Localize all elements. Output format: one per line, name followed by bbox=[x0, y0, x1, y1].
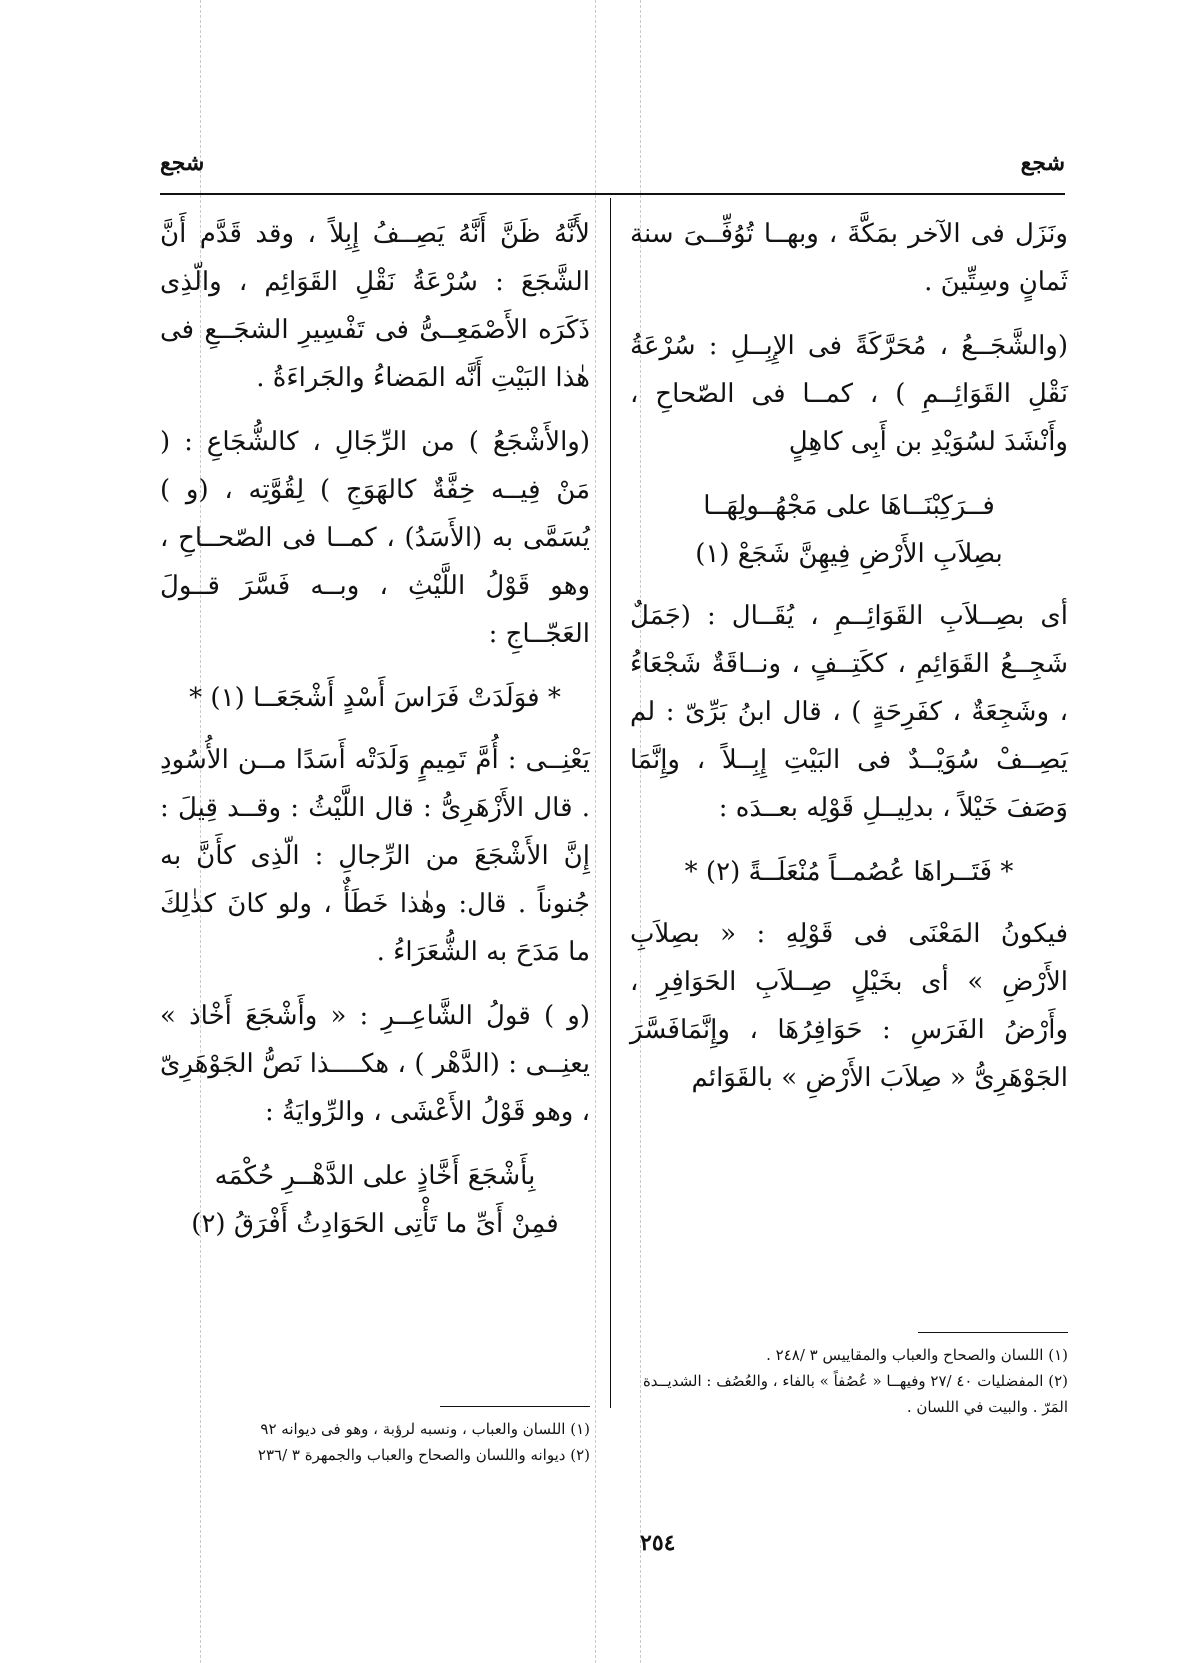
verse-line: بِأَشْجَعَ أَخَّاذٍ على الدَّهْــرِ حُكْمَه bbox=[214, 1161, 536, 1191]
paragraph: ونَزَل فى الآخر بمَكَّةَ ، وبهــا تُوُفِّــىَ سنة ثَمانٍ وسِتِّينَ . bbox=[630, 219, 1068, 297]
column-divider bbox=[610, 198, 611, 1408]
page-header bbox=[160, 150, 1065, 190]
paragraph: (والشَّجَــعُ ، مُحَرَّكَةً فى الإِبِــلِ : سُرْعَةُ نَقْلِ القَوَائِــمِ ) ، كمــا فى الصّحاحِ ، وأَنْشَدَ لسُوَيْدِ بن أَبِى كاهِلٍ bbox=[630, 331, 1068, 457]
footnote: (٢) المفضليات ٤٠ /٢٧ وفيهــا « عُصُفاً » بالفاء ، والعُصُف : الشديــدة المَرّ . والبيت في اللسان . bbox=[642, 1372, 1068, 1416]
footnote-rule-left bbox=[440, 1406, 590, 1407]
footnote: (١) اللسان والعباب ، ونسبه لرؤبة ، وهو فى ديوانه ٩٢ bbox=[260, 1420, 590, 1438]
paragraph: أى بصِــلاَبِ القَوَائِــمِ ، يُقَــال : (جَمَلٌ شَجِــعُ القَوَائِمِ ، ككَتِــفٍ ، ونــاقَةٌ شَجْعَاءُ ، وشَجِعَةٌ ، كفَرِحَةٍ ) ، قال ابنُ بَرِّىّ : لم يَصِــفْ سُوَيْــدٌ فى البَيْتِ إِبِــلاً ، وإِنَّمَا وَصَفَ خَيْلاً ، بدلِيــلِ قَوْلِه بعــدَه : bbox=[630, 601, 1068, 823]
verse-line: فــرَكِبْنَــاهَا على مَجْهُــولِهَــا bbox=[703, 491, 995, 521]
verse-half: * فوَلَدَتْ فَرَاسَ أَسْدٍ أَشْجَعَــا (١) * bbox=[189, 683, 561, 713]
footnotes-right bbox=[630, 1342, 1068, 1420]
footnotes-left bbox=[160, 1416, 590, 1468]
footnote: (٢) ديوانه واللسان والصحاح والعباب والجمهرة ٣ /٢٣٦ bbox=[257, 1446, 590, 1464]
paragraph: (و ) قولُ الشَّاعِــرِ : « وأَشْجَعَ أَخْاذ » يعنِــى : (الدَّهْر ) ، هكــــذا نَصُّ الجَوْهَرِىّ ، وهو قَوْلُ الأَعْشَى ، والرِّوايَةُ : bbox=[160, 1001, 590, 1127]
verse bbox=[630, 482, 1068, 578]
left-column bbox=[160, 210, 590, 1262]
verse-line: بصِلاَبِ الأَرْضِ فِيهِنَّ شَجَعْ (١) bbox=[695, 539, 1003, 569]
footnote: (١) اللسان والصحاح والعباب والمقاييس ٣ /٢٤٨ . bbox=[766, 1346, 1068, 1364]
paragraph: (والأَشْجَعُ ) من الرِّجَالِ ، كالشُّجَاعِ : ( مَنْ فِيــه خِفَّةٌ كالهَوَجِ ) لِقُوَّتِه ، (و ) يُسَمَّى به (الأَسَدُ) ، كمــا فى الصّحــاحِ ، وهو قَوْلُ اللَّيْثِ ، وبــه فَسَّرَ قــولَ العَجّــاجِ : bbox=[160, 427, 590, 649]
headword-right: شجع bbox=[1020, 150, 1065, 176]
paragraph: فيكونُ المَعْنَى فى قَوْلِهِ : « بصِلاَبِ الأَرْضِ » أى بخَيْلٍ صِــلاَبِ الحَوَافِرِ ، وأَرْضُ الفَرَسِ : حَوَافِرُهَا ، وإِنَّمَافَسَّرَ الجَوْهَرِىُّ « صِلاَبَ الأَرْضِ » بالقَوَائم bbox=[630, 919, 1068, 1093]
right-column bbox=[630, 210, 1068, 1118]
page-number: ٢٥٤ bbox=[640, 1530, 676, 1556]
verse bbox=[160, 1152, 590, 1248]
footnote-rule-right bbox=[918, 1332, 1068, 1333]
header-rule bbox=[160, 193, 1065, 195]
verse-line: فمِنْ أَىِّ ما تَأْتِى الحَوَادِثُ أَفْرَقُ (٢) bbox=[191, 1209, 559, 1239]
scan-guide-line bbox=[595, 0, 596, 1663]
headword-left: شجع bbox=[160, 150, 205, 176]
verse-half: * فَتَــراهَا عُصُمــاً مُنْعَلَــةً (٢) * bbox=[684, 857, 1014, 887]
paragraph: يَعْنِــى : أُمَّ تَمِيمٍ وَلَدَتْه أَسَدًا مــن الأُسُودِ . قال الأَزْهَرِىُّ : قال اللَّيْثُ : وقــد قِيلَ : إِنَّ الأَشْجَعَ من الرِّجالِ : الّذِى كأَنَّ به جُنوناً . قال: وهٰذا خَطَأٌ ، ولو كانَ كذٰلِكَ ما مَدَحَ به الشُّعَرَاءُ . bbox=[160, 745, 590, 967]
paragraph: لأَنَّهُ ظَنَّ أَنَّهُ يَصِــفُ إِبِلاً ، وقد قَدَّم أَنَّ الشَّجَعَ : سُرْعَةُ نَقْلِ القَوَائِم ، والّذِى ذَكَرَه الأَصْمَعِــىُّ فى تَفْسِيرِ الشجَــعِ فى هٰذا البَيْتِ أَنَّه المَضاءُ والجَراءَةُ . bbox=[160, 219, 590, 393]
